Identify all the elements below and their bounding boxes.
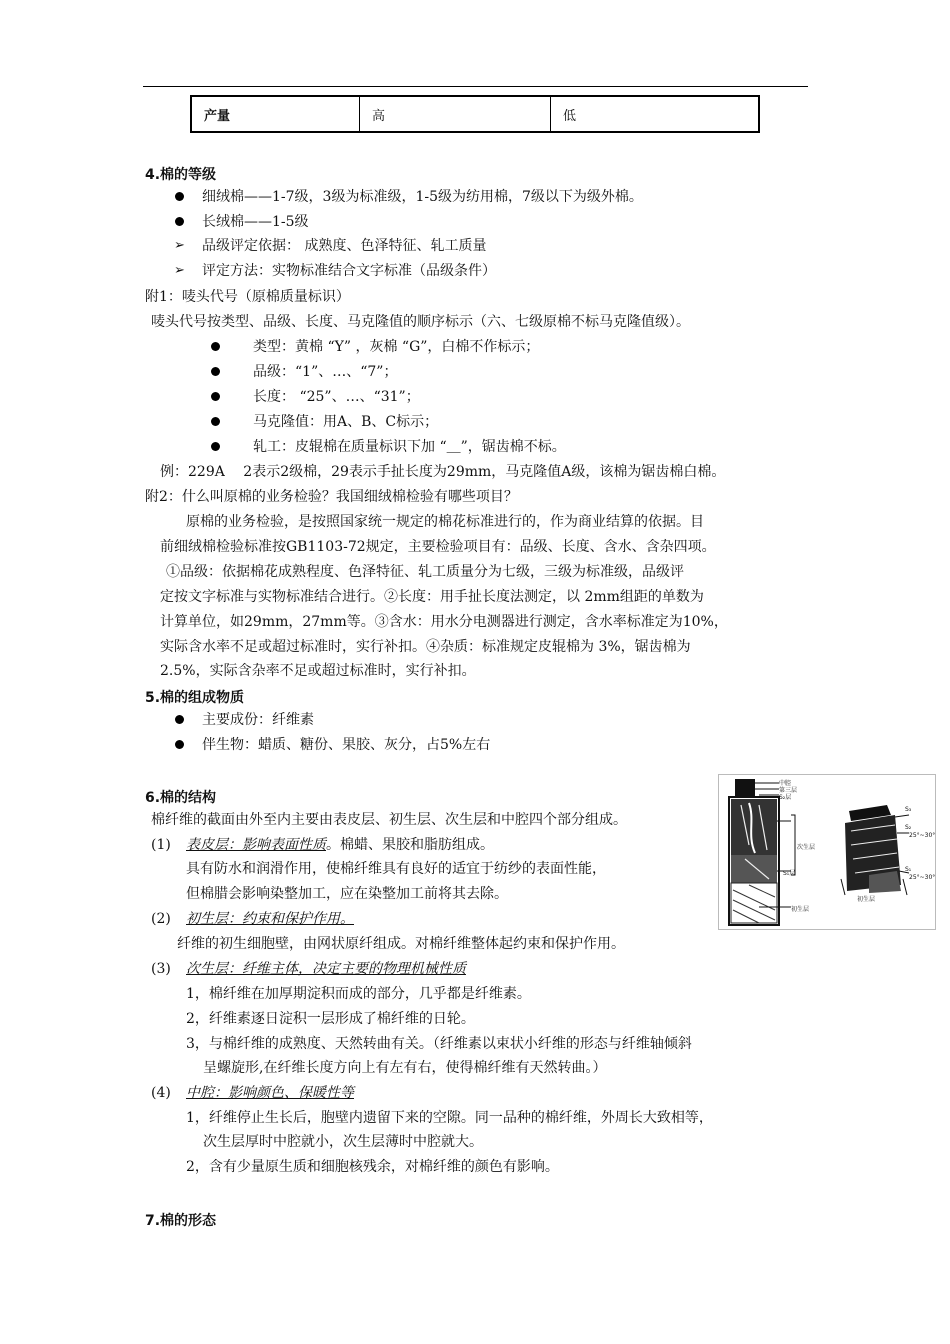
s6-p1-line1 <box>186 836 494 854</box>
s6-p2-title: 初生层：约束和保护作用。 <box>186 911 354 927</box>
figure-label: S₁层 <box>783 870 796 877</box>
appendix-2-title: 附2：什么叫原棉的业务检验？我国细绒棉检验有哪些项目？ <box>145 489 518 505</box>
list-item: 1，纤维停止生长后，胞壁内遗留下来的空隙。同一品种的棉纤维，外周长大致相等， <box>186 1110 713 1126</box>
header-rule <box>143 86 808 87</box>
figure-label: S₂层 <box>779 794 792 801</box>
bullet-icon <box>175 715 184 724</box>
list-item: 品级：“1”、…、“7”； <box>253 364 398 380</box>
figure-label: 初生层 <box>791 906 810 913</box>
bullet-icon <box>175 740 184 749</box>
s6-p1-line3: 但棉腊会影响染整加工，应在染整加工前将其去除。 <box>186 886 508 902</box>
figure-label: 25°~30° <box>909 874 935 881</box>
figure-label: 第三层 <box>779 787 798 794</box>
table-cell: 低 <box>551 96 760 132</box>
figure-label: 初生层 <box>857 896 876 903</box>
appendix-1-intro: 唛头代号按类型、品级、长度、马克隆值的顺序标示（六、七级原棉不标马克隆值级）。 <box>151 314 690 330</box>
list-item: 1，棉纤维在加厚期淀积而成的部分，几乎都是纤维素。 <box>186 986 531 1002</box>
list-item: 次生层厚时中腔就小，次生层薄时中腔就大。 <box>203 1134 483 1150</box>
figure-label: S₃ <box>905 806 912 813</box>
list-item: 类型：黄棉 “Y” ，灰棉 “G”，白棉不作标示； <box>253 339 540 355</box>
paragraph-line: 计算单位，如29mm，27mm等。③含水：用水分电测器进行测定，含水率标准定为10%， <box>160 614 728 630</box>
paragraph-line: 定按文字标准与实物标准结合进行。②长度：用手扯长度法测定，以 2mm组距的单数为 <box>160 589 704 605</box>
s4-bullet-1: 细绒棉——1-7级，3级为标准级，1-5级为纺用棉，7级以下为级外棉。 <box>202 189 643 205</box>
table-cell: 高 <box>360 96 551 132</box>
yield-table <box>190 95 760 133</box>
figure-label: S₁ <box>905 866 912 873</box>
list-item: 2，含有少量原生质和细胞核残余，对棉纤维的颜色有影响。 <box>186 1159 559 1175</box>
list-item: 长度： “25”、…、“31”； <box>253 389 420 405</box>
paragraph-line: ①品级：依据棉花成熟程度、色泽特征、轧工质量分为七级，三级为标准级，品级评 <box>166 564 684 580</box>
s6-p2-number: (2) <box>151 911 171 927</box>
arrow-bullet-icon: ➢ <box>174 263 185 278</box>
s4-bullet-2: 长绒棉——1-5级 <box>202 214 309 230</box>
bullet-icon <box>175 217 184 226</box>
paragraph-line: 2.5%，实际含杂率不足或超过标准时，实行补扣。 <box>160 663 476 679</box>
figure-label: 次生层 <box>797 844 816 851</box>
s6-p3-title: 次生层：纤维主体，决定主要的物理机械性质 <box>186 961 466 977</box>
s6-p3-number: (3) <box>151 961 171 977</box>
arrow-bullet-icon: ➢ <box>174 238 185 253</box>
list-item: 轧工：皮辊棉在质量标识下加 “＿”，锯齿棉不标。 <box>253 439 566 455</box>
list-item: 3，与棉纤维的成熟度、天然转曲有关。（纤维素以束状小纤维的形态与纤维轴倾斜 <box>186 1036 692 1052</box>
bullet-icon <box>211 442 220 451</box>
s4-arrow-2: 评定方法：实物标准结合文字标准（品级条件） <box>202 263 496 279</box>
bullet-icon <box>211 392 220 401</box>
s6-p1-line2: 具有防水和润滑作用，使棉纤维具有良好的适宜于纺纱的表面性能， <box>186 861 606 877</box>
section-5-heading: 5.棉的组成物质 <box>145 690 245 706</box>
s4-arrow-1: 品级评定依据： 成熟度、色泽特征、轧工质量 <box>202 238 487 254</box>
figure-label: S₂ <box>905 824 912 831</box>
s6-p1-rest: 。棉蜡、果胶和脂肪组成。 <box>326 837 494 853</box>
s6-p4-number: (4) <box>151 1085 171 1101</box>
s5-bullet-1: 主要成份：纤维素 <box>202 712 314 728</box>
table-row <box>191 96 759 132</box>
s5-bullet-2: 伴生物：蜡质、糖份、果胶、灰分，占5%左右 <box>202 737 491 753</box>
fiber-structure-figure <box>718 774 936 930</box>
s6-p1-number: (1) <box>151 837 171 853</box>
appendix-1-title: 附1：唛头代号（原棉质量标识） <box>145 289 350 305</box>
section-4-heading: 4.棉的等级 <box>145 167 217 183</box>
s6-p1-title: 表皮层：影响表面性质 <box>186 837 326 853</box>
paragraph-line: 前细绒棉检验标准按GB1103-72规定，主要检验项目有：品级、长度、含水、含杂四项。 <box>160 539 716 555</box>
s6-p2-line2: 纤维的初生细胞壁，由网状原纤组成。对棉纤维整体起约束和保护作用。 <box>177 936 625 952</box>
section-7-heading: 7.棉的形态 <box>145 1213 217 1229</box>
bullet-icon <box>175 192 184 201</box>
list-item: 2，纤维素逐日淀积一层形成了棉纤维的日轮。 <box>186 1011 475 1027</box>
bullet-icon <box>211 367 220 376</box>
appendix-1-example: 例：229A 2表示2级棉，29表示手扯长度为29mm，马克隆值A级，该棉为锯齿棉白棉。 <box>160 464 726 480</box>
s6-p4-title: 中腔：影响颜色、保暖性等 <box>186 1085 354 1101</box>
list-item: 呈螺旋形,在纤维长度方向上有左有右，使得棉纤维有天然转曲。） <box>203 1060 607 1076</box>
figure-label: 中腔 <box>779 780 792 787</box>
section-6-heading: 6.棉的结构 <box>145 790 217 806</box>
s6-intro: 棉纤维的截面由外至内主要由表皮层、初生层、次生层和中腔四个部分组成。 <box>151 812 627 828</box>
figure-label: 25°~30° <box>909 832 935 839</box>
bullet-icon <box>211 417 220 426</box>
paragraph-line: 实际含水率不足或超过标准时，实行补扣。④杂质：标准规定皮辊棉为 3%，锯齿棉为 <box>160 639 691 655</box>
list-item: 马克隆值：用A、B、C标示； <box>253 414 439 430</box>
bullet-icon <box>211 342 220 351</box>
paragraph-line: 原棉的业务检验，是按照国家统一规定的棉花标准进行的，作为商业结算的依据。目 <box>186 514 704 530</box>
fiber-diagram <box>719 775 935 929</box>
table-cell: 产量 <box>191 96 360 132</box>
